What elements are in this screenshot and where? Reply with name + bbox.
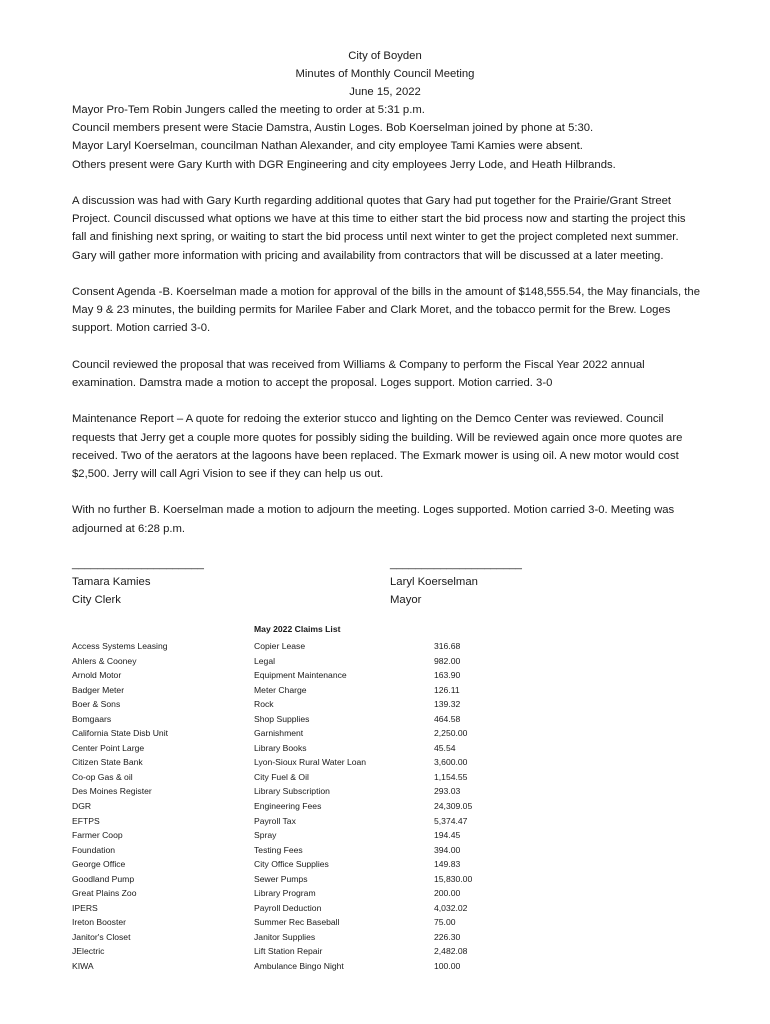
- claim-amount: 226.30: [434, 931, 461, 942]
- claim-description: Payroll Deduction: [254, 902, 322, 913]
- claim-row: [72, 742, 572, 757]
- claim-description: Legal: [254, 655, 276, 666]
- claim-vendor: Goodland Pump: [72, 873, 135, 884]
- claim-vendor: Ahlers & Cooney: [72, 655, 137, 666]
- claim-description: Shop Supplies: [254, 713, 310, 724]
- claim-row: [72, 815, 572, 830]
- paragraph-line: $2,500. Jerry will call Agri Vision to see if they can help us out.: [72, 468, 384, 480]
- claim-amount: 45.54: [434, 742, 456, 753]
- claim-amount: 24,309.05: [434, 801, 473, 812]
- signer-name: Tamara Kamies: [72, 576, 151, 589]
- claim-description: Payroll Tax: [254, 815, 296, 826]
- claim-vendor: Great Plains Zoo: [72, 888, 137, 899]
- claim-amount: 2,482.08: [434, 946, 468, 957]
- claim-amount: 1,154.55: [434, 771, 468, 782]
- claim-vendor: Des Moines Register: [72, 786, 152, 797]
- signer-name: Laryl Koerselman: [390, 576, 478, 589]
- claim-vendor: Co-op Gas & oil: [72, 771, 133, 782]
- city-name: City of Boyden: [348, 50, 422, 62]
- claim-row: [72, 771, 572, 786]
- claim-row: [72, 945, 572, 960]
- claim-description: Library Subscription: [254, 786, 330, 797]
- paragraph-line: examination. Damstra made a motion to accept the proposal. Loges support. Motion carried. 3-0: [72, 377, 553, 389]
- claim-description: Garnishment: [254, 728, 304, 739]
- claim-amount: 149.83: [434, 859, 461, 870]
- claim-vendor: Center Point Large: [72, 742, 145, 753]
- document-header: [0, 47, 770, 102]
- signature-mayor: [390, 555, 522, 610]
- claim-amount: 394.00: [434, 844, 461, 855]
- signature-clerk: [72, 555, 204, 610]
- claim-row: [72, 684, 572, 699]
- signature-line: _____________________: [72, 558, 204, 570]
- claim-vendor: Citizen State Bank: [72, 757, 143, 768]
- claim-description: City Fuel & Oil: [254, 771, 309, 782]
- claim-row: [72, 785, 572, 800]
- paragraph-line: support. Motion carried 3-0.: [72, 322, 211, 335]
- claim-vendor: JElectric: [72, 946, 105, 957]
- claim-vendor: Farmer Coop: [72, 830, 123, 841]
- claim-description: Spray: [254, 830, 277, 841]
- paragraph-line: May 9 & 23 minutes, the building permits for Marilee Faber and Clark Moret, and the tobacco permit for the Brew. Loges: [72, 304, 671, 317]
- claim-amount: 15,830.00: [434, 873, 473, 884]
- meeting-date: June 15, 2022: [349, 86, 421, 99]
- paragraph-audit-proposal: [72, 356, 722, 392]
- claim-row: [72, 902, 572, 917]
- claim-row: [72, 829, 572, 844]
- paragraph-consent-agenda: [72, 283, 722, 338]
- claim-amount: 316.68: [434, 641, 461, 651]
- claim-amount: 464.58: [434, 713, 461, 724]
- claim-description: Summer Rec Baseball: [254, 917, 340, 928]
- claim-vendor: Boer & Sons: [72, 699, 121, 710]
- claim-row: [72, 887, 572, 902]
- claim-description: City Office Supplies: [254, 859, 329, 870]
- claim-description: Library Books: [254, 742, 307, 753]
- claim-amount: 126.11: [434, 684, 460, 695]
- claim-amount: 3,600.00: [434, 757, 468, 768]
- signature-line: _____________________: [390, 558, 522, 570]
- claim-row: [72, 669, 572, 684]
- paragraph-line: Council reviewed the proposal that was received from Williams & Company to perform the Fiscal Year 2022 annual: [72, 358, 645, 371]
- claim-vendor: Foundation: [72, 844, 116, 855]
- paragraph-line: received. Two of the aerators at the lagoons have been replaced. The Exmark mower is using oil. A new motor would cost: [72, 449, 679, 462]
- paragraph-line: fall and finishing next spring, or waiting to start the bid process until next winter to get the project completed next summer.: [72, 231, 679, 244]
- paragraph-line: Project. Council discussed what options we have at this time to either start the bid process now and starting the project this: [72, 213, 686, 226]
- claim-amount: 100.00: [434, 961, 461, 972]
- claims-list-title: May 2022 Claims List: [254, 624, 341, 634]
- claim-amount: 293.03: [434, 786, 461, 797]
- claim-amount: 200.00: [434, 888, 461, 899]
- claim-description: Lift Station Repair: [254, 946, 323, 957]
- claim-row: [72, 931, 572, 946]
- claim-vendor: Arnold Motor: [72, 670, 122, 681]
- claim-row: [72, 844, 572, 859]
- claim-vendor: Janitor's Closet: [72, 931, 131, 942]
- claim-description: Ambulance Bingo Night: [254, 961, 344, 972]
- claim-vendor: IPERS: [72, 902, 98, 913]
- claim-row: [72, 800, 572, 815]
- opening-block: [72, 101, 722, 174]
- claim-amount: 4,032.02: [434, 902, 468, 913]
- claim-description: Meter Charge: [254, 684, 307, 695]
- claim-vendor: Access Systems Leasing: [72, 641, 168, 651]
- claim-description: Engineering Fees: [254, 801, 322, 812]
- claim-row: [72, 960, 572, 975]
- paragraph-line: With no further B. Koerselman made a motion to adjourn the meeting. Loges supported. Motion carried 3-0. Meeting was: [72, 504, 675, 517]
- opening-line: Mayor Pro-Tem Robin Jungers called the meeting to order at 5:31 p.m.: [72, 104, 425, 116]
- signer-role: City Clerk: [72, 594, 121, 607]
- claim-amount: 75.00: [434, 917, 456, 928]
- claim-row: [72, 916, 572, 931]
- claim-amount: 982.00: [434, 655, 461, 666]
- opening-line: Mayor Laryl Koerselman, councilman Nathan Alexander, and city employee Tami Kamies were absent.: [72, 140, 583, 153]
- claim-row: [72, 858, 572, 873]
- claim-description: Library Program: [254, 888, 316, 899]
- claim-vendor: California State Disb Unit: [72, 728, 169, 739]
- claim-vendor: KIWA: [72, 961, 94, 972]
- claim-amount: 163.90: [434, 670, 461, 681]
- paragraph-line: Consent Agenda -B. Koerselman made a motion for approval of the bills in the amount of $148,555.54, the May financials, the: [72, 286, 700, 298]
- claim-row: [72, 640, 572, 655]
- minutes-body: [72, 101, 722, 538]
- paragraph-adjournment: [72, 501, 722, 537]
- claim-description: Lyon-Sioux Rural Water Loan: [254, 757, 367, 768]
- claim-row: [72, 873, 572, 888]
- claim-row: [72, 713, 572, 728]
- paragraph-line: adjourned at 6:28 p.m.: [72, 522, 186, 535]
- paragraph-line: requests that Jerry get a couple more quotes for possibly siding the building. Will be reviewed again once more quotes are: [72, 431, 683, 444]
- claim-description: Testing Fees: [254, 844, 303, 855]
- claim-amount: 194.45: [434, 830, 461, 841]
- claim-vendor: Ireton Booster: [72, 917, 126, 928]
- claim-vendor: DGR: [72, 801, 92, 812]
- paragraph-line: A discussion was had with Gary Kurth regarding additional quotes that Gary had put together for the Prairie/Grant Street: [72, 195, 672, 207]
- claim-vendor: George Office: [72, 859, 126, 870]
- opening-line: Others present were Gary Kurth with DGR Engineering and city employees Jerry Lode, and Heath Hilbrands.: [72, 158, 616, 171]
- claim-description: Sewer Pumps: [254, 873, 308, 884]
- paragraph-line: Maintenance Report – A quote for redoing the exterior stucco and lighting on the Demco Center was reviewed. Council: [72, 413, 664, 426]
- paragraph-line: Gary will gather more information with pricing and availability from contractors that will be discussed at a later meeting.: [72, 249, 664, 262]
- paragraph-kurth-discussion: [72, 192, 722, 265]
- claim-amount: 5,374.47: [434, 815, 468, 826]
- claims-list: [72, 640, 572, 975]
- document-title: Minutes of Monthly Council Meeting: [295, 68, 475, 81]
- claim-vendor: EFTPS: [72, 815, 100, 826]
- signer-role: Mayor: [390, 594, 422, 607]
- claim-vendor: Bomgaars: [72, 713, 112, 724]
- opening-line: Council members present were Stacie Damstra, Austin Loges. Bob Koerselman joined by phone at 5:30.: [72, 122, 594, 135]
- claim-amount: 2,250.00: [434, 728, 468, 739]
- claim-row: [72, 727, 572, 742]
- claim-description: Rock: [254, 699, 274, 710]
- claim-description: Janitor Supplies: [254, 931, 316, 942]
- claim-row: [72, 698, 572, 713]
- paragraph-maintenance-report: [72, 410, 722, 483]
- claim-row: [72, 655, 572, 670]
- claim-vendor: Badger Meter: [72, 684, 125, 695]
- claim-amount: 139.32: [434, 699, 461, 710]
- claim-row: [72, 756, 572, 771]
- claim-description: Copier Lease: [254, 641, 306, 651]
- claim-description: Equipment Maintenance: [254, 670, 347, 681]
